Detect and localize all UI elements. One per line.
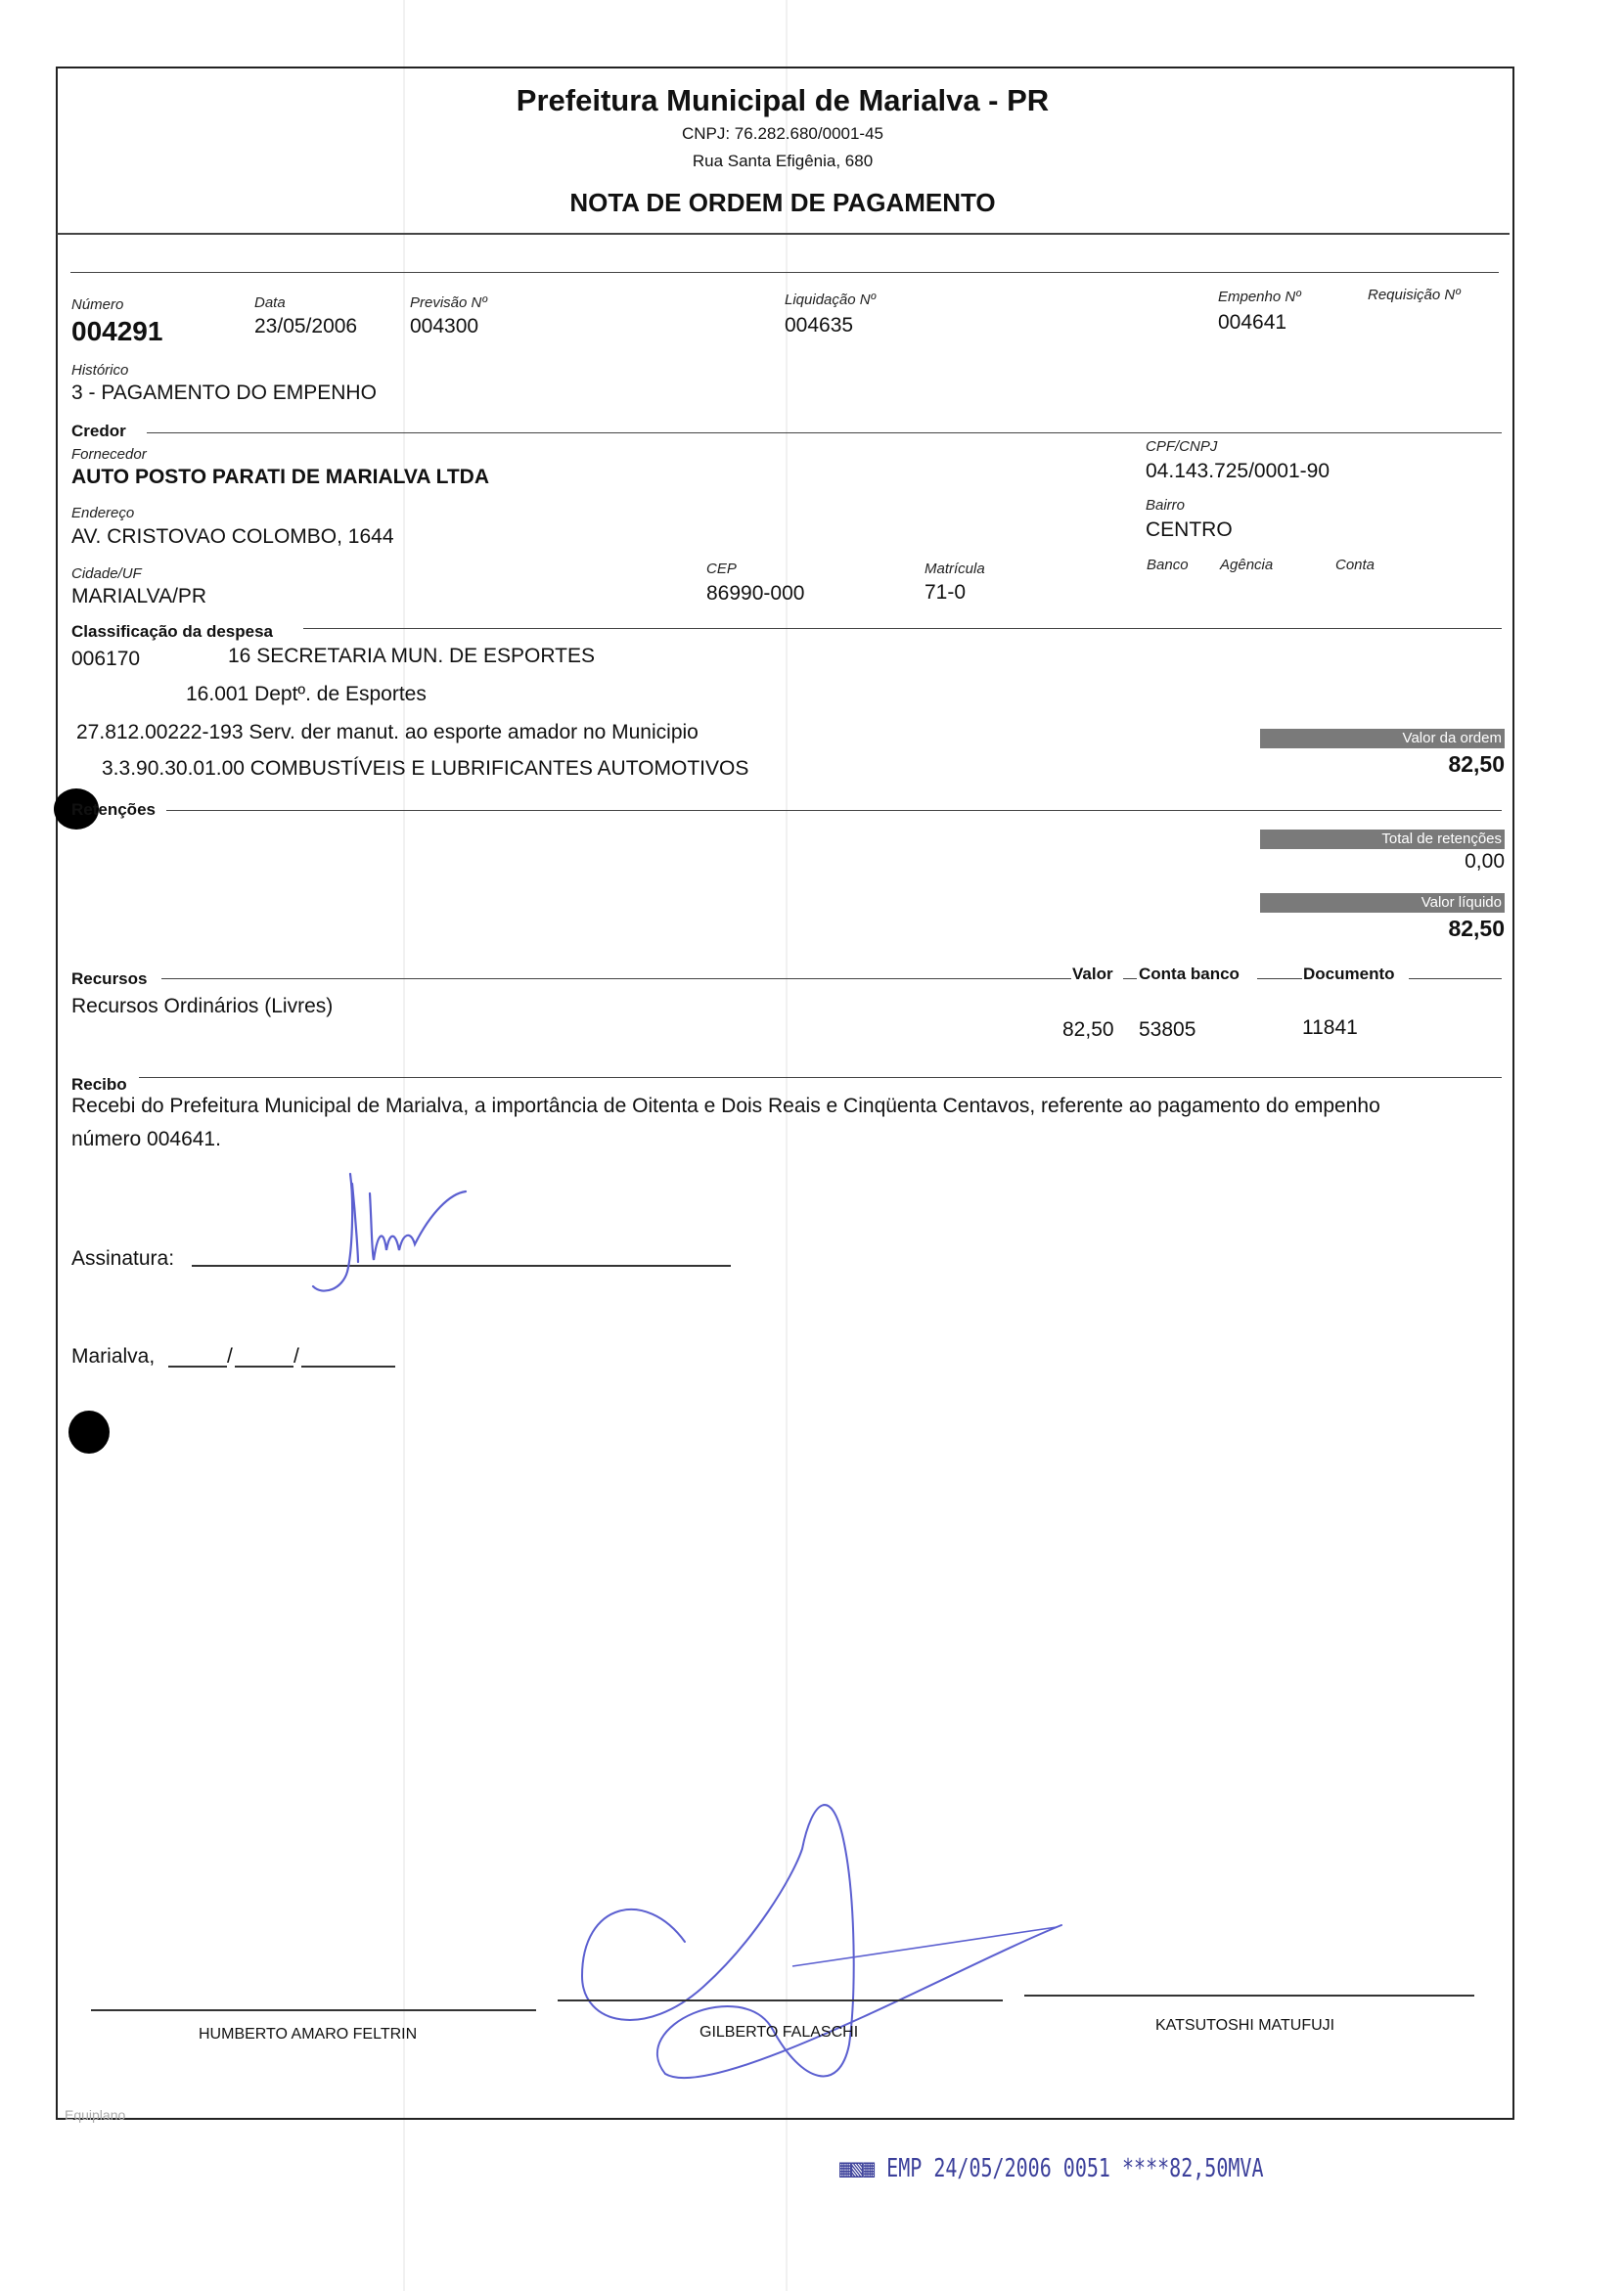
- data-value: 23/05/2006: [254, 315, 358, 337]
- credor-divider: [147, 432, 1502, 433]
- header-divider: [57, 233, 1510, 235]
- recursos-documento-header: Documento: [1303, 965, 1395, 983]
- recursos-conta: 53805: [1139, 1018, 1196, 1041]
- endereco-label: Endereço: [71, 505, 135, 521]
- cep-value: 86990-000: [706, 582, 805, 605]
- recursos-divider-4: [1409, 978, 1502, 979]
- liquidacao-label: Liquidação Nº: [785, 292, 877, 308]
- valor-liquido-label: Valor líquido: [1260, 893, 1505, 913]
- recibo-section: Recibo: [71, 1075, 127, 1094]
- agencia-label: Agência: [1220, 557, 1274, 573]
- cpf-value: 04.143.725/0001-90: [1146, 460, 1331, 482]
- signature-line-2: [558, 1999, 1003, 2001]
- data-label: Data: [254, 294, 286, 311]
- historico-value: 3 - PAGAMENTO DO EMPENHO: [71, 382, 377, 404]
- retencoes-section: Retenções: [71, 800, 156, 819]
- fornecedor-value: AUTO POSTO PARATI DE MARIALVA LTDA: [71, 466, 489, 488]
- liquidacao-value: 004635: [785, 314, 854, 337]
- recibo-signature: [293, 1135, 587, 1301]
- local-date-label: Marialva,: [71, 1345, 156, 1368]
- authority-signature: [567, 1780, 1076, 2103]
- date-year-line: [301, 1366, 395, 1368]
- recursos-conta-header: Conta banco: [1139, 965, 1240, 983]
- empenho-label: Empenho Nº: [1218, 289, 1301, 305]
- recursos-description: Recursos Ordinários (Livres): [71, 995, 334, 1017]
- date-month-line: [235, 1366, 293, 1368]
- recursos-section: Recursos: [71, 969, 148, 988]
- date-day-line: [168, 1366, 227, 1368]
- retencoes-divider: [166, 810, 1502, 811]
- empenho-value: 004641: [1218, 311, 1287, 334]
- previsao-label: Previsão Nº: [410, 294, 487, 311]
- numero-value: 004291: [71, 316, 163, 346]
- punch-hole-mark-2: [68, 1411, 110, 1454]
- stamp-glyph-icon: ▦▧▦: [839, 2152, 887, 2183]
- numero-label: Número: [71, 296, 124, 313]
- ids-top-divider: [70, 272, 1499, 273]
- date-slash-2: /: [293, 1345, 299, 1368]
- classificacao-line-1: 16 SECRETARIA MUN. DE ESPORTES: [228, 645, 595, 667]
- cnpj-line: CNPJ: 76.282.680/0001-45: [681, 124, 884, 143]
- bairro-label: Bairro: [1146, 497, 1186, 514]
- recibo-divider: [139, 1077, 1502, 1078]
- classificacao-code: 006170: [71, 648, 141, 670]
- banco-label: Banco: [1147, 557, 1189, 573]
- recursos-divider: [161, 978, 1071, 979]
- bairro-value: CENTRO: [1146, 518, 1233, 541]
- cidade-value: MARIALVA/PR: [71, 585, 207, 607]
- total-retencoes-label: Total de retenções: [1260, 830, 1505, 849]
- signatory-3: KATSUTOSHI MATUFUJI: [1155, 2017, 1335, 2034]
- valor-ordem-label: Valor da ordem: [1260, 729, 1505, 748]
- date-slash-1: /: [227, 1345, 233, 1368]
- matricula-label: Matrícula: [925, 561, 985, 577]
- historico-label: Histórico: [71, 362, 129, 379]
- software-brand: Equiplano: [65, 2107, 126, 2123]
- total-retencoes-value: 0,00: [1465, 850, 1505, 873]
- classificacao-section: Classificação da despesa: [71, 622, 274, 641]
- cep-label: CEP: [706, 561, 737, 577]
- classificacao-line-3: 27.812.00222-193 Serv. der manut. ao esporte amador no Municipio: [76, 721, 699, 743]
- signatory-1: HUMBERTO AMARO FELTRIN: [199, 2026, 418, 2043]
- matricula-value: 71-0: [925, 581, 967, 604]
- previsao-value: 004300: [410, 315, 479, 337]
- document-title: NOTA DE ORDEM DE PAGAMENTO: [569, 188, 996, 217]
- recursos-documento: 11841: [1302, 1016, 1358, 1039]
- credor-section: Credor: [71, 422, 130, 441]
- payment-stamp: [839, 2152, 1263, 2182]
- signature-line-3: [1024, 1995, 1474, 1997]
- signature-line-1: [91, 2009, 536, 2011]
- recursos-divider-3: [1257, 978, 1302, 979]
- conta-label: Conta: [1335, 557, 1376, 573]
- assinatura-label: Assinatura:: [71, 1247, 175, 1270]
- address-line: Rua Santa Efigênia, 680: [692, 152, 874, 170]
- signatory-2: GILBERTO FALASCHI: [699, 2024, 859, 2041]
- endereco-value: AV. CRISTOVAO COLOMBO, 1644: [71, 525, 394, 548]
- classificacao-line-2: 16.001 Deptº. de Esportes: [186, 683, 427, 705]
- valor-ordem-value: 82,50: [1448, 751, 1505, 777]
- classificacao-divider: [303, 628, 1502, 629]
- valor-liquido-value: 82,50: [1448, 916, 1505, 941]
- recibo-text-line-1: Recebi do Prefeitura Municipal de Marialva, a importância de Oitenta e Dois Reais e Cinqüenta Centavos, referente ao pagamento do empenho: [71, 1095, 1380, 1117]
- recursos-valor-header: Valor: [1072, 965, 1113, 983]
- classificacao-line-4: 3.3.90.30.01.00 COMBUSTÍVEIS E LUBRIFICANTES AUTOMOTIVOS: [102, 757, 749, 780]
- cpf-label: CPF/CNPJ: [1146, 438, 1218, 455]
- recursos-divider-2: [1123, 978, 1137, 979]
- recibo-text-line-2: número 004641.: [71, 1128, 221, 1150]
- cidade-label: Cidade/UF: [71, 565, 142, 582]
- requisicao-label: Requisição Nº: [1368, 287, 1461, 303]
- page-title: Prefeitura Municipal de Marialva - PR: [516, 83, 1050, 117]
- fornecedor-label: Fornecedor: [71, 446, 147, 463]
- stamp-text: EMP 24/05/2006 0051 ****82,50MVA: [886, 2152, 1264, 2183]
- recursos-valor: 82,50: [1062, 1018, 1114, 1041]
